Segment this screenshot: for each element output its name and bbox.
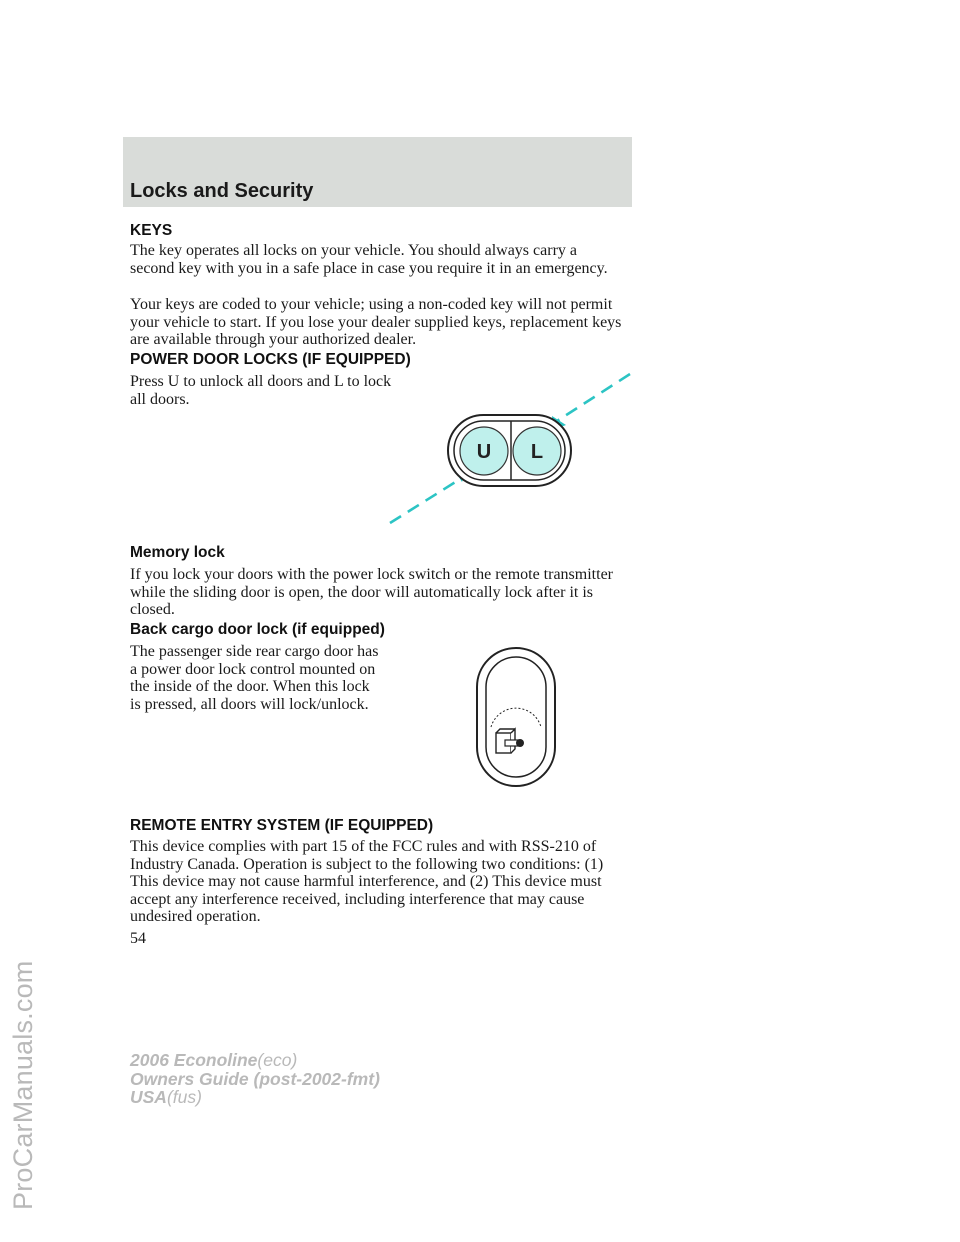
section-title: Locks and Security [130,180,314,202]
footer-line-1 [130,1051,380,1070]
document-footer [130,1051,380,1107]
power-lock-switch-figure [385,366,635,528]
leader-line-unlock [390,476,465,523]
keys-paragraph-1: The key operates all locks on your vehicle. You should always carry a second key with you in a safe place in case you require it in an emergency. [130,242,608,277]
footer-market: USA [130,1087,167,1107]
power-locks-paragraph: Press U to unlock all doors and L to lock all doors. [130,373,392,408]
footer-model: 2006 Econoline [130,1050,258,1070]
cargo-lock-housing-inner [486,657,546,777]
keys-heading: KEYS [130,222,173,239]
keys-paragraph-2: Your keys are coded to your vehicle; using a non-coded key will not permit your vehicle to start. If you lose your dealer supplied keys, replacement keys are available through your authorized dealer. [130,296,622,349]
remote-entry-paragraph: This device complies with part 15 of the FCC rules and with RSS-210 of Industry Canada. Operation is subject to the following two conditions: (1) This device may not cause harmful interference, and (2) This device must accept any interference received, including interference that may cause undesired operation. [130,838,604,926]
memory-lock-paragraph: If you lock your doors with the power lock switch or the remote transmitter while the sliding door is open, the door will automatically lock after it is closed. [130,566,613,619]
watermark-text: ProCarManuals.com [8,960,38,1210]
back-cargo-paragraph: The passenger side rear cargo door has a power door lock control mounted on the inside of the door. When this lock is pressed, all doors will lock/unlock. [130,643,379,713]
leader-line-lock [557,374,630,421]
power-locks-heading: POWER DOOR LOCKS (IF EQUIPPED) [130,351,411,368]
unlock-button-label: U [476,441,492,463]
footer-market-code: (fus) [166,1087,202,1107]
footer-line-3 [130,1088,380,1107]
lock-button-label: L [530,441,544,463]
page-number: 54 [130,930,146,947]
back-cargo-heading: Back cargo door lock (if equipped) [130,621,385,638]
footer-model-code: (eco) [257,1050,298,1070]
remote-entry-heading: REMOTE ENTRY SYSTEM (IF EQUIPPED) [130,817,434,834]
footer-guide: Owners Guide (post-2002-fmt) [130,1068,380,1089]
cargo-door-lock-figure [476,647,556,787]
memory-lock-heading: Memory lock [130,544,225,561]
